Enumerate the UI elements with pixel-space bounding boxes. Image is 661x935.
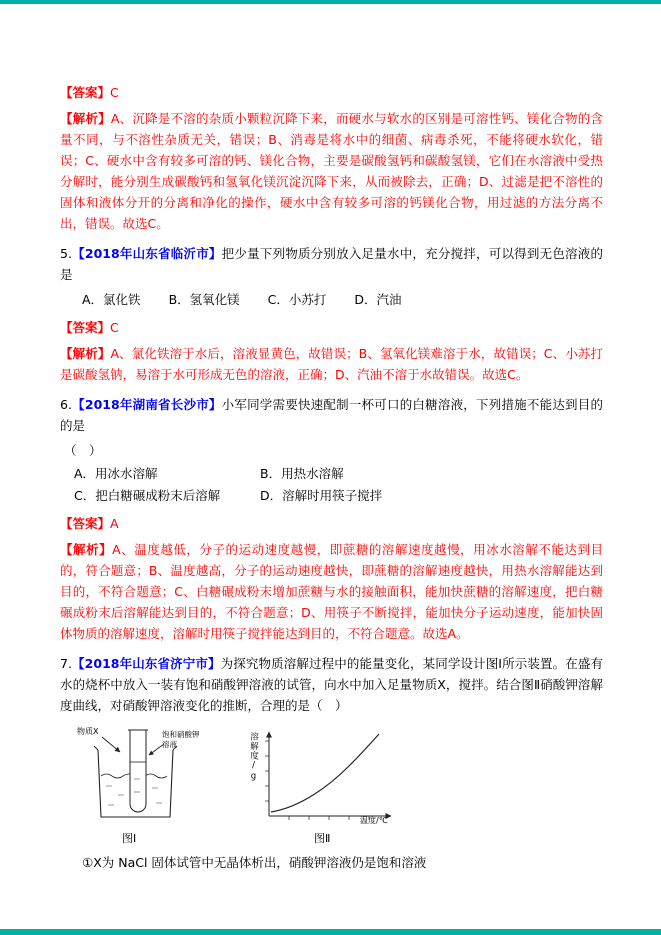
q5-analysis (60, 343, 603, 385)
q7-statement-1: ①X为 NaCl 固体试管中无晶体析出，硝酸钾溶液仍是饱和溶液 (82, 855, 427, 870)
q6-answer-paren: （ ） (64, 443, 102, 458)
tube-label (162, 730, 208, 749)
q6-option-d: D．溶解时用筷子搅拌 (260, 488, 383, 503)
q7-source: 【2018年山东省济宁市】 (71, 656, 221, 671)
q6-option-a: A．用冰水溶解 (74, 466, 158, 481)
top-edge-bar (0, 0, 661, 4)
q6-option-c: C．把白糖碾成粉末后溶解 (74, 488, 221, 503)
q6-options-grid (60, 463, 603, 506)
q5-number: 5. (60, 246, 72, 261)
bottom-edge-bar (0, 929, 661, 935)
q6-source: 【2018年湖南省长沙市】 (71, 397, 222, 412)
q5-source: 【2018年山东省临沂市】 (71, 246, 222, 261)
q6-answer-line (60, 513, 603, 534)
q6-analysis (60, 539, 603, 644)
beaker-rim-left (94, 746, 98, 750)
solubility-curve (271, 734, 379, 812)
tube-label-line2: 溶液 (162, 739, 177, 749)
figure2-caption: 图Ⅱ (314, 832, 331, 845)
q5-option-c: C．小苏打 (267, 292, 327, 307)
y-axis-label: 溶解度/g (248, 732, 259, 783)
q4-answer-value: C (110, 85, 119, 100)
q5-option-a: A．氯化铁 (82, 292, 141, 307)
q5-answer-label: 【答案】 (60, 320, 111, 335)
figure1-caption: 图Ⅰ (122, 832, 137, 845)
q4-analysis-label: 【解析】 (60, 111, 111, 126)
q5-analysis-body: A、氯化铁溶于水后，溶液显黄色，故错误；B、氢氧化镁难溶于水，故错误；C、小苏打是碳酸氢钠，易溶于水可形成无色的溶液，正确；D、汽油不溶于水故错误。故选C。 (60, 346, 603, 382)
x-axis-ticks (289, 816, 369, 820)
q6-stem-line (60, 394, 603, 436)
q5-option-b: B．氢氧化镁 (168, 292, 240, 307)
q4-answer-label: 【答案】 (60, 85, 111, 100)
solubility-curve-drawing (239, 724, 409, 824)
q5-answer-line (60, 317, 603, 338)
q6-answer-value: A (110, 516, 119, 531)
document-content (60, 82, 603, 873)
q6-stem: 小军同学需要快速配制一杯可口的白糖溶液，下列措施不能达到目的的是 (60, 397, 603, 433)
q7-figure (74, 724, 474, 846)
test-tube (130, 730, 146, 812)
q7-stem-line (60, 653, 603, 716)
q5-stem: 把少量下列物质分别放入足量水中，充分搅拌，可以得到无色溶液的是 (60, 246, 603, 282)
q4-answer-line (60, 82, 603, 103)
q6-number: 6. (60, 397, 72, 412)
q6-analysis-label: 【解析】 (60, 542, 113, 557)
q5-options-row (60, 289, 603, 310)
q4-analysis-body: A、沉降是不溶的杂质小颗粒沉降下来，而硬水与软水的区别是可溶性钙、镁化合物的含量不同，与不溶性杂质无关，错误；B、消毒是将水中的细菌、病毒杀死，不能将硬水软化，错误；C、硬水中含有较多可溶的钙、镁化合物，主要是碳酸氢钙和碳酸氢镁，它们在水溶液中受热分解时，能分别生成碳酸钙和氢氧化镁沉淀沉降下来，从而被除去，正确；D、过滤是把不溶性的固体和液体分开的分离和净化的操作，硬水中含有较多可溶的钙镁化合物，用过滤的方法分离不出，错误。故选C。 (60, 111, 603, 231)
q6-analysis-body: A、温度越低，分子的运动速度越慢，即蔗糖的溶解速度越慢，用冰水溶解不能达到目的，符合题意；B、温度越高，分子的运动速度越快，即蔗糖的溶解速度越快，用热水溶解能达到目的，不符合题意；C、白糖碾成粉末增加蔗糖与水的接触面积，能加快蔗糖的溶解速度，把白糖碾成粉末后溶解能达到目的，不符合题意；D、用筷子不断搅拌，能加快分子运动速度，能加快固体物质的溶解速度，溶解时用筷子搅拌能达到目的，不符合题意。故选A。 (60, 542, 603, 641)
q6-answer-label: 【答案】 (60, 516, 111, 531)
y-axis-ticks (265, 741, 269, 801)
substance-x-label: 物质X (77, 727, 99, 736)
q5-analysis-label: 【解析】 (60, 346, 111, 361)
x-axis-label: 温度/℃ (360, 816, 388, 825)
substance-x-arrow (102, 737, 120, 752)
q6-option-b: B．用热水溶解 (260, 466, 344, 481)
q4-analysis (60, 108, 603, 234)
q7-stem: 为探究物质溶解过程中的能量变化，某同学设计图Ⅰ所示装置。在盛有水的烧杯中放入一装有饱和硝酸钾溶液的试管，向水中加入足量物质X，搅拌。结合图Ⅱ硝酸钾溶解度曲线，对硝酸钾溶液变化的推断，合理的是（ ） (60, 656, 603, 713)
q5-stem-line (60, 243, 603, 285)
q5-option-d: D．汽油 (354, 292, 402, 307)
q5-answer-value: C (110, 320, 119, 335)
tube-label-line1: 饱和硝酸钾 (162, 730, 200, 739)
q7-number: 7. (60, 656, 72, 671)
